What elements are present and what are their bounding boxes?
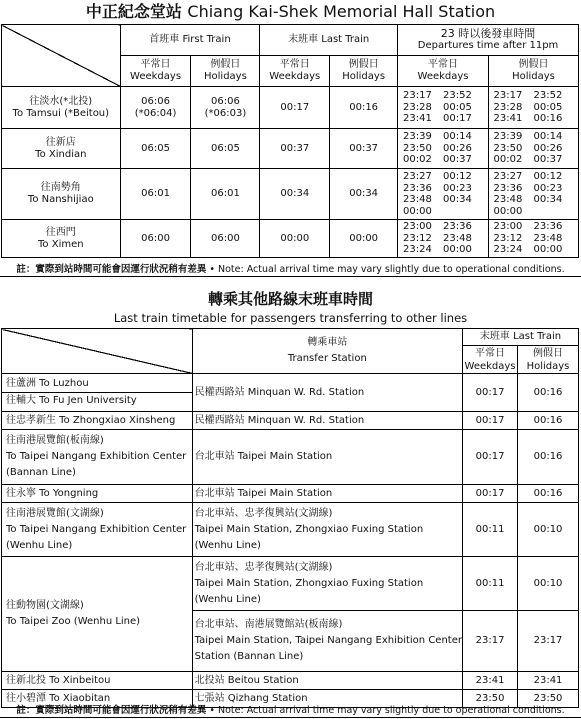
- note-zh: 註：實際到站時間可能會因運行狀況稍有差異: [16, 264, 207, 275]
- departure-time: 00:02: [493, 154, 523, 166]
- destination-line: 往南港展覽館(文湖線): [6, 507, 104, 519]
- station-line: 台北車站 Taipei Main Station: [194, 487, 333, 499]
- station-line: Taipei Main Station, Taipei Nangang Exhibition Center Station (Bannan Line): [194, 635, 462, 662]
- station-line: 台北車站、忠孝復興站(文湖線): [194, 561, 333, 573]
- transfer-weekdays-header: [463, 346, 518, 374]
- transfer-holiday-time: 23:50: [518, 690, 579, 708]
- first-train-time: [120, 220, 191, 258]
- departure-time: 23:28: [403, 101, 432, 113]
- first-train-time: [191, 220, 260, 258]
- destination-name: [2, 129, 121, 169]
- departure-time: 00:16: [533, 113, 563, 125]
- destination-line: 往動物園(文湖線): [6, 600, 84, 611]
- departure-time: 23:39: [493, 131, 523, 143]
- last-train-time: 00:00: [330, 220, 398, 258]
- after-11pm-times: [489, 169, 579, 220]
- departure-grid: [489, 90, 578, 125]
- holidays-en: Holidays: [204, 71, 247, 82]
- destination-en: To Ximen: [38, 238, 84, 250]
- transfer-row: [2, 485, 579, 503]
- destination-zh: 往南勢角: [40, 182, 81, 193]
- departure-time: 23:28: [493, 101, 523, 113]
- transfer-weekday-time: 23:17: [463, 611, 518, 672]
- transfer-holiday-time: 00:16: [518, 485, 579, 503]
- transfer-last-train-header: 末班車 Last Train: [463, 329, 579, 346]
- departure-grid: [398, 90, 488, 125]
- station-title: [0, 0, 581, 24]
- transfer-holiday-time: 00:16: [518, 374, 579, 412]
- station-line: 台北車站、南港展覽館站(板南線): [194, 619, 343, 630]
- departure-time: 00:00: [443, 244, 472, 256]
- time-value: 06:00: [210, 232, 240, 244]
- departure-time: 23:48: [403, 194, 432, 205]
- after-11pm-times: [489, 87, 579, 129]
- departure-time: 00:34: [533, 194, 563, 205]
- after-11pm-en: Departures time after 11pm: [417, 40, 559, 51]
- time-note: (*06:03): [204, 107, 247, 119]
- weekdays-en: Weekdays: [269, 71, 321, 82]
- station-line: 台北車站 Taipei Main Station: [194, 451, 333, 462]
- holidays-en: Holidays: [342, 71, 386, 82]
- destination-name: [2, 87, 121, 129]
- first-train-time: [191, 87, 260, 129]
- transfer-title-en: Last train timetable for passengers transferring to other lines: [113, 311, 468, 325]
- departure-time: 23:36: [443, 221, 472, 233]
- departure-time: 23:36: [493, 182, 523, 194]
- departure-time: 00:05: [443, 101, 472, 113]
- destination-row: [2, 87, 579, 129]
- destination-row: [2, 220, 579, 258]
- after-11pm-header: [398, 25, 579, 56]
- after-11pm-times: [398, 169, 489, 220]
- transfer-holiday-time: 00:10: [518, 557, 579, 611]
- transfer-station: [192, 430, 462, 485]
- note-en-2: Note: Actual arrival time may vary slightly due to operational conditions.: [218, 705, 565, 716]
- transfer-holiday-time: 00:10: [518, 503, 579, 557]
- destination-line: 往蘆洲 To Luzhou: [2, 376, 192, 393]
- weekdays-header-0: [120, 56, 191, 87]
- destination-line: To Taipei Nangang Exhibition Center: [6, 451, 187, 462]
- transfer-station-en: Transfer Station: [287, 353, 367, 364]
- holidays-zh: 例假日: [518, 59, 549, 70]
- destination-line: 往新北投 To Xinbeitou: [6, 674, 111, 686]
- weekdays-header-2: [398, 56, 489, 87]
- transfer-holidays-en: Holidays: [526, 360, 570, 372]
- station-line: Taipei Main Station, Zhongxiao Fuxing Station (Wenhu Line): [194, 523, 424, 551]
- last-train-time: 00:00: [260, 220, 330, 258]
- destination-line: 往小碧潭 To Xiaobitan: [6, 692, 111, 704]
- note-separator: •: [209, 264, 215, 275]
- departure-time: 23:12: [493, 232, 523, 244]
- station-title-en: Chiang Kai-Shek Memorial Hall Station: [187, 2, 496, 21]
- transfer-holidays-zh: 例假日: [533, 347, 563, 359]
- departure-time: 00:23: [533, 182, 563, 194]
- departure-grid: [398, 221, 488, 256]
- destination-row: [2, 129, 579, 169]
- time-value: 06:05: [210, 142, 240, 154]
- transfer-row: [2, 557, 579, 611]
- departure-time: 00:05: [533, 101, 563, 113]
- departure-time: 00:12: [443, 171, 472, 182]
- transfer-destination: [2, 672, 193, 690]
- departure-time: 00:17: [443, 113, 472, 125]
- weekdays-en: Weekdays: [130, 71, 182, 82]
- transfer-holiday-time: 23:17: [518, 611, 579, 672]
- time-value: 06:01: [210, 188, 240, 199]
- destination-line: (Wenhu Line): [6, 539, 73, 551]
- destination-name: [2, 169, 121, 220]
- departure-time: 00:12: [533, 171, 563, 182]
- destination-line: 往忠孝新生 To Zhongxiao Xinsheng: [6, 414, 176, 426]
- departure-time: 00:26: [533, 142, 563, 154]
- holidays-zh: 例假日: [210, 59, 241, 70]
- departure-time: 00:23: [443, 182, 472, 194]
- departure-time: 23:39: [403, 131, 432, 143]
- destination-line: To Taipei Nangang Exhibition Center: [6, 523, 187, 535]
- transfer-weekday-time: 00:17: [463, 412, 518, 430]
- time-note: (*06:04): [134, 107, 177, 119]
- time-value: 06:05: [141, 142, 170, 154]
- departure-time: 23:48: [493, 194, 523, 205]
- departure-time: [443, 206, 483, 218]
- destination-en: To Xindian: [35, 148, 87, 160]
- transfer-holidays-header: [518, 346, 579, 374]
- destination-row: [2, 169, 579, 220]
- station-line: 台北車站、忠孝復興站(文湖線): [194, 507, 333, 519]
- departure-time: [534, 206, 574, 218]
- departure-time: 00:00: [403, 205, 432, 217]
- departure-time: 23:48: [533, 232, 563, 244]
- first-train-header: 首班車 First Train: [120, 25, 260, 56]
- station-line: 民權西路站 Minquan W. Rd. Station: [194, 386, 365, 398]
- transfer-weekday-time: 00:17: [463, 374, 518, 412]
- transfer-destination: [2, 412, 193, 430]
- departure-grid: [398, 131, 488, 166]
- destination-zh: 往新店: [45, 136, 76, 148]
- transfer-station: [192, 503, 462, 557]
- destination-line: 往輔大 To Fu Jen University: [6, 395, 137, 406]
- transfer-destination: [2, 374, 193, 412]
- weekdays-en: Weekdays: [417, 71, 469, 82]
- weekdays-zh: 平常日: [279, 59, 310, 70]
- departure-grid: [398, 171, 488, 217]
- destination-line: (Bannan Line): [6, 467, 76, 478]
- last-train-time: 00:16: [330, 87, 398, 129]
- header-corner: [2, 25, 121, 87]
- transfer-station: [192, 374, 462, 412]
- transfer-weekday-time: 23:50: [463, 690, 518, 708]
- note-2: [0, 703, 581, 718]
- station-line: Taipei Main Station, Zhongxiao Fuxing Station (Wenhu Line): [194, 577, 424, 605]
- departure-time: 23:50: [403, 142, 432, 154]
- weekdays-zh: 平常日: [140, 59, 171, 70]
- departure-time: 23:50: [493, 142, 523, 154]
- transfer-station: [192, 611, 462, 672]
- time-value: 06:01: [141, 188, 170, 199]
- first-train-time: [191, 129, 260, 169]
- transfer-row: [2, 672, 579, 690]
- note-separator-2: •: [209, 705, 215, 716]
- holidays-zh: 例假日: [348, 59, 379, 70]
- transfer-station-header: [192, 329, 462, 374]
- departure-time: 23:17: [403, 90, 432, 102]
- holidays-header-1: [330, 56, 398, 87]
- last-train-header: 末班車 Last Train: [260, 25, 398, 56]
- departure-time: 23:27: [493, 171, 523, 182]
- departure-time: 23:12: [403, 232, 432, 244]
- departure-time: 00:14: [533, 131, 563, 143]
- transfer-row: [2, 503, 579, 557]
- transfer-station: [192, 412, 462, 430]
- transfer-weekdays-en: Weekdays: [464, 360, 516, 372]
- transfer-station-zh: 轉乘車站: [307, 337, 348, 348]
- first-train-time: [120, 129, 191, 169]
- departure-time: 23:48: [443, 232, 472, 244]
- departure-time: 23:17: [493, 90, 523, 102]
- transfer-row: [2, 374, 579, 412]
- transfer-weekday-time: 23:41: [463, 672, 518, 690]
- departure-time: 00:14: [443, 131, 472, 143]
- after-11pm-times: [489, 129, 579, 169]
- departure-time: 23:41: [403, 113, 432, 125]
- transfer-header-corner: [2, 329, 193, 374]
- departure-time: 23:00: [493, 221, 523, 233]
- transfer-row: [2, 412, 579, 430]
- note-1: [0, 262, 581, 277]
- after-11pm-times: [398, 87, 489, 129]
- transfer-holiday-time: 00:16: [518, 412, 579, 430]
- departure-time: 00:00: [533, 244, 563, 256]
- first-train-time: [191, 169, 260, 220]
- station-title-zh: 中正紀念堂站: [85, 2, 182, 21]
- note-en: Note: Actual arrival time may vary slightly due to operational conditions.: [218, 264, 565, 275]
- first-train-time: [120, 169, 191, 220]
- transfer-destination: [2, 430, 193, 485]
- departure-time: 00:02: [403, 154, 432, 166]
- transfer-title-zh: 轉乘其他路線末班車時間: [207, 290, 373, 308]
- transfer-holiday-time: 00:16: [518, 430, 579, 485]
- transfer-holiday-time: 23:41: [518, 672, 579, 690]
- timetable: [1, 24, 579, 258]
- transfer-station: [192, 672, 462, 690]
- transfer-weekday-time: 00:11: [463, 557, 518, 611]
- transfer-weekday-time: 00:11: [463, 503, 518, 557]
- destination-en: To Nanshijiao: [27, 194, 94, 205]
- destination-line: 往永寧 To Yongning: [6, 487, 99, 499]
- destination-en: To Tamsui (*Beitou): [12, 107, 110, 119]
- departure-time: 23:36: [533, 221, 563, 233]
- time-value: 06:06: [210, 95, 240, 107]
- departure-time: 23:41: [493, 113, 523, 125]
- station-line: 七張站 Qizhang Station: [194, 692, 308, 704]
- departure-time: 00:26: [443, 142, 472, 154]
- destination-name: [2, 220, 121, 258]
- transfer-weekday-time: 00:17: [463, 485, 518, 503]
- after-11pm-times: [489, 220, 579, 258]
- time-value: 06:06: [141, 95, 170, 107]
- transfer-destination: [2, 485, 193, 503]
- first-train-time: [120, 87, 191, 129]
- departure-time: 23:24: [493, 244, 523, 256]
- transfer-weekdays-zh: 平常日: [475, 347, 506, 359]
- transfer-row: [2, 430, 579, 485]
- destination-line: 往南港展覽館(板南線): [6, 435, 104, 446]
- last-train-time: 00:37: [260, 129, 330, 169]
- departure-time: 23:36: [403, 182, 432, 194]
- transfer-table: [1, 328, 579, 708]
- holidays-header-2: [489, 56, 579, 87]
- last-train-time: 00:34: [260, 169, 330, 220]
- departure-time: 00:34: [443, 194, 472, 205]
- destination-line: To Taipei Zoo (Wenhu Line): [6, 616, 141, 627]
- last-train-time: 00:17: [260, 87, 330, 129]
- after-11pm-times: [398, 129, 489, 169]
- departure-time: 23:52: [443, 90, 472, 102]
- departure-grid: [489, 131, 578, 166]
- station-line: 民權西路站 Minquan W. Rd. Station: [194, 414, 365, 426]
- departure-time: 23:27: [403, 171, 432, 182]
- transfer-destination: [2, 557, 193, 672]
- departure-time: 00:37: [533, 154, 563, 166]
- destination-zh: 往淡水(*北投): [29, 95, 93, 107]
- after-11pm-zh: 23 時以後發車時間: [440, 27, 536, 40]
- departure-time: 00:37: [443, 154, 472, 166]
- departure-grid: [489, 171, 578, 217]
- weekdays-header-1: [260, 56, 330, 87]
- last-train-time: 00:34: [330, 169, 398, 220]
- transfer-station: [192, 485, 462, 503]
- last-train-time: 00:37: [330, 129, 398, 169]
- holidays-en: Holidays: [512, 71, 555, 82]
- transfer-destination: [2, 503, 193, 557]
- departure-grid: [489, 221, 578, 256]
- weekdays-zh: 平常日: [428, 59, 459, 70]
- departure-time: 23:24: [403, 244, 432, 256]
- transfer-weekday-time: 00:17: [463, 430, 518, 485]
- departure-time: 23:00: [403, 221, 432, 233]
- time-value: 06:00: [141, 232, 170, 244]
- after-11pm-times: [398, 220, 489, 258]
- destination-zh: 往西門: [45, 226, 76, 238]
- station-line: 北投站 Beitou Station: [194, 674, 299, 686]
- holidays-header-0: [191, 56, 260, 87]
- note-zh-2: 註：實際到站時間可能會因運行狀況稍有差異: [16, 705, 207, 716]
- transfer-station: [192, 557, 462, 611]
- departure-time: 00:00: [493, 205, 523, 217]
- departure-time: 23:52: [533, 90, 563, 102]
